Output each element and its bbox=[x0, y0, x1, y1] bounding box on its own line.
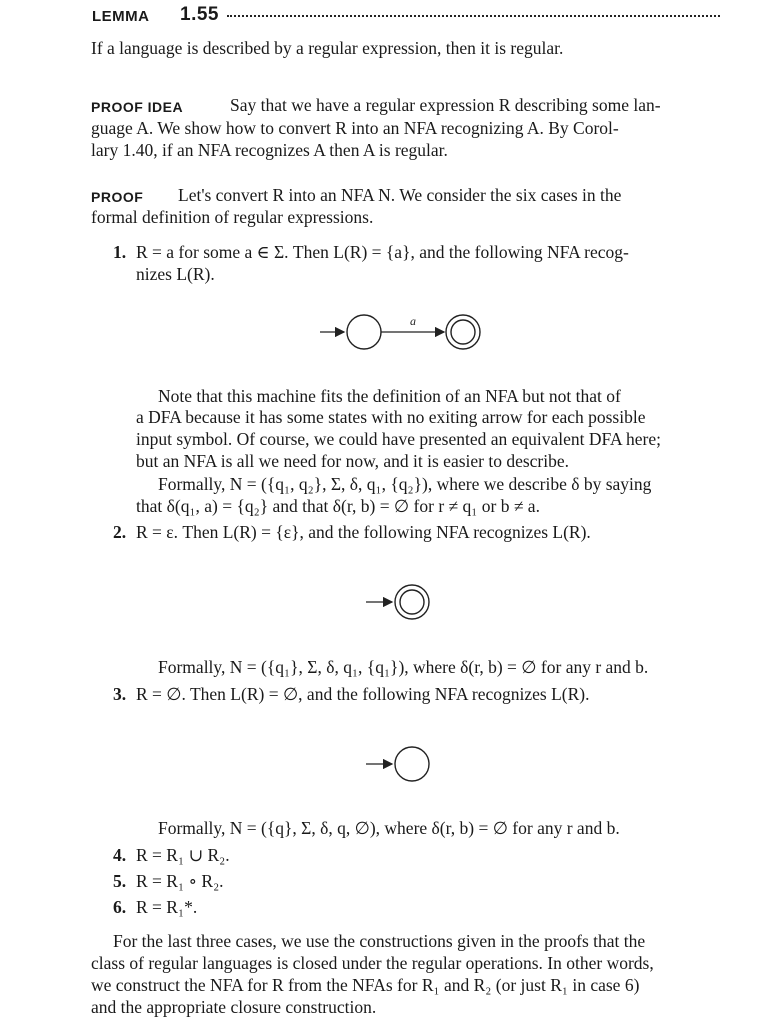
state-q1-inner-ring bbox=[400, 590, 424, 614]
proof-label: PROOF bbox=[91, 189, 144, 205]
case-4-line: R = R₁ ∪ R₂. bbox=[136, 845, 230, 865]
case-6-line: R = R₁*. bbox=[136, 897, 198, 917]
case-2-line: R = ε. Then L(R) = {ε}, and the following NFA recognizes L(R). bbox=[136, 522, 591, 542]
lemma-label: LEMMA bbox=[92, 8, 150, 25]
case-3-line: R = ∅. Then L(R) = ∅, and the following NFA recognizes L(R). bbox=[136, 684, 590, 704]
closing-line-1: For the last three cases, we use the constructions given in the proofs that the bbox=[113, 931, 646, 951]
proof-idea-label: PROOF IDEA bbox=[91, 99, 184, 115]
lemma-number: 1.55 bbox=[180, 4, 219, 25]
lemma-statement: If a language is described by a regular expression, then it is regular. bbox=[91, 38, 564, 58]
state-q1 bbox=[347, 315, 381, 349]
nfa-diagram-case-1 bbox=[318, 308, 488, 358]
proof-idea-line-2: guage A. We show how to convert R into an NFA recognizing A. By Corol- bbox=[91, 118, 619, 138]
case-6-number: 6. bbox=[113, 897, 127, 917]
case-5-number: 5. bbox=[113, 871, 127, 891]
case-2-number: 2. bbox=[113, 522, 127, 542]
state-q bbox=[395, 747, 429, 781]
transition-label: a bbox=[410, 314, 416, 328]
proof-line-1: Let's convert R into an NFA N. We consider the six cases in the bbox=[178, 185, 622, 205]
case-1-number: 1. bbox=[113, 242, 127, 262]
case-5-line: R = R₁ ∘ R₂. bbox=[136, 871, 224, 891]
closing-line-2: class of regular languages is closed under the regular operations. In other words, bbox=[91, 953, 654, 973]
proof-idea-line-3: lary 1.40, if an NFA recognizes A then A is regular. bbox=[91, 140, 448, 160]
nfa-diagram-case-2 bbox=[362, 578, 442, 628]
case-1-note-line-1: Note that this machine fits the definition of an NFA but not that of bbox=[158, 386, 621, 406]
case-4-number: 4. bbox=[113, 845, 127, 865]
closing-line-4: and the appropriate closure construction. bbox=[91, 997, 377, 1017]
header-dotted-rule bbox=[227, 15, 720, 17]
case-2-formal: Formally, N = ({q₁}, Σ, δ, q₁, {q₁}), where δ(r, b) = ∅ for any r and b. bbox=[158, 657, 649, 677]
case-3-formal: Formally, N = ({q}, Σ, δ, q, ∅), where δ(r, b) = ∅ for any r and b. bbox=[158, 818, 620, 838]
case-1-line-2: nizes L(R). bbox=[136, 264, 215, 284]
state-q2-inner-ring bbox=[451, 320, 475, 344]
case-1-formal-line-2: that δ(q₁, a) = {q₂} and that δ(r, b) = ∅ for r ≠ q₁ or b ≠ a. bbox=[136, 496, 540, 516]
case-1-note-line-4: but an NFA is all we need for now, and it is easier to describe. bbox=[136, 451, 570, 471]
case-3-number: 3. bbox=[113, 684, 127, 704]
nfa-diagram-case-3 bbox=[362, 740, 442, 790]
case-1-note-line-2: a DFA because it has some states with no exiting arrow for each possible bbox=[136, 407, 646, 427]
proof-line-2: formal definition of regular expressions. bbox=[91, 207, 374, 227]
case-1-formal-line-1: Formally, N = ({q₁, q₂}, Σ, δ, q₁, {q₂}), where we describe δ by saying bbox=[158, 474, 652, 494]
proof-idea-line-1: Say that we have a regular expression R describing some lan- bbox=[230, 95, 661, 115]
closing-line-3: we construct the NFA for R from the NFAs for R₁ and R₂ (or just R₁ in case 6) bbox=[91, 975, 640, 995]
case-1-line-1: R = a for some a ∈ Σ. Then L(R) = {a}, and the following NFA recog- bbox=[136, 242, 629, 262]
case-1-note-line-3: input symbol. Of course, we could have presented an equivalent DFA here; bbox=[136, 429, 662, 449]
